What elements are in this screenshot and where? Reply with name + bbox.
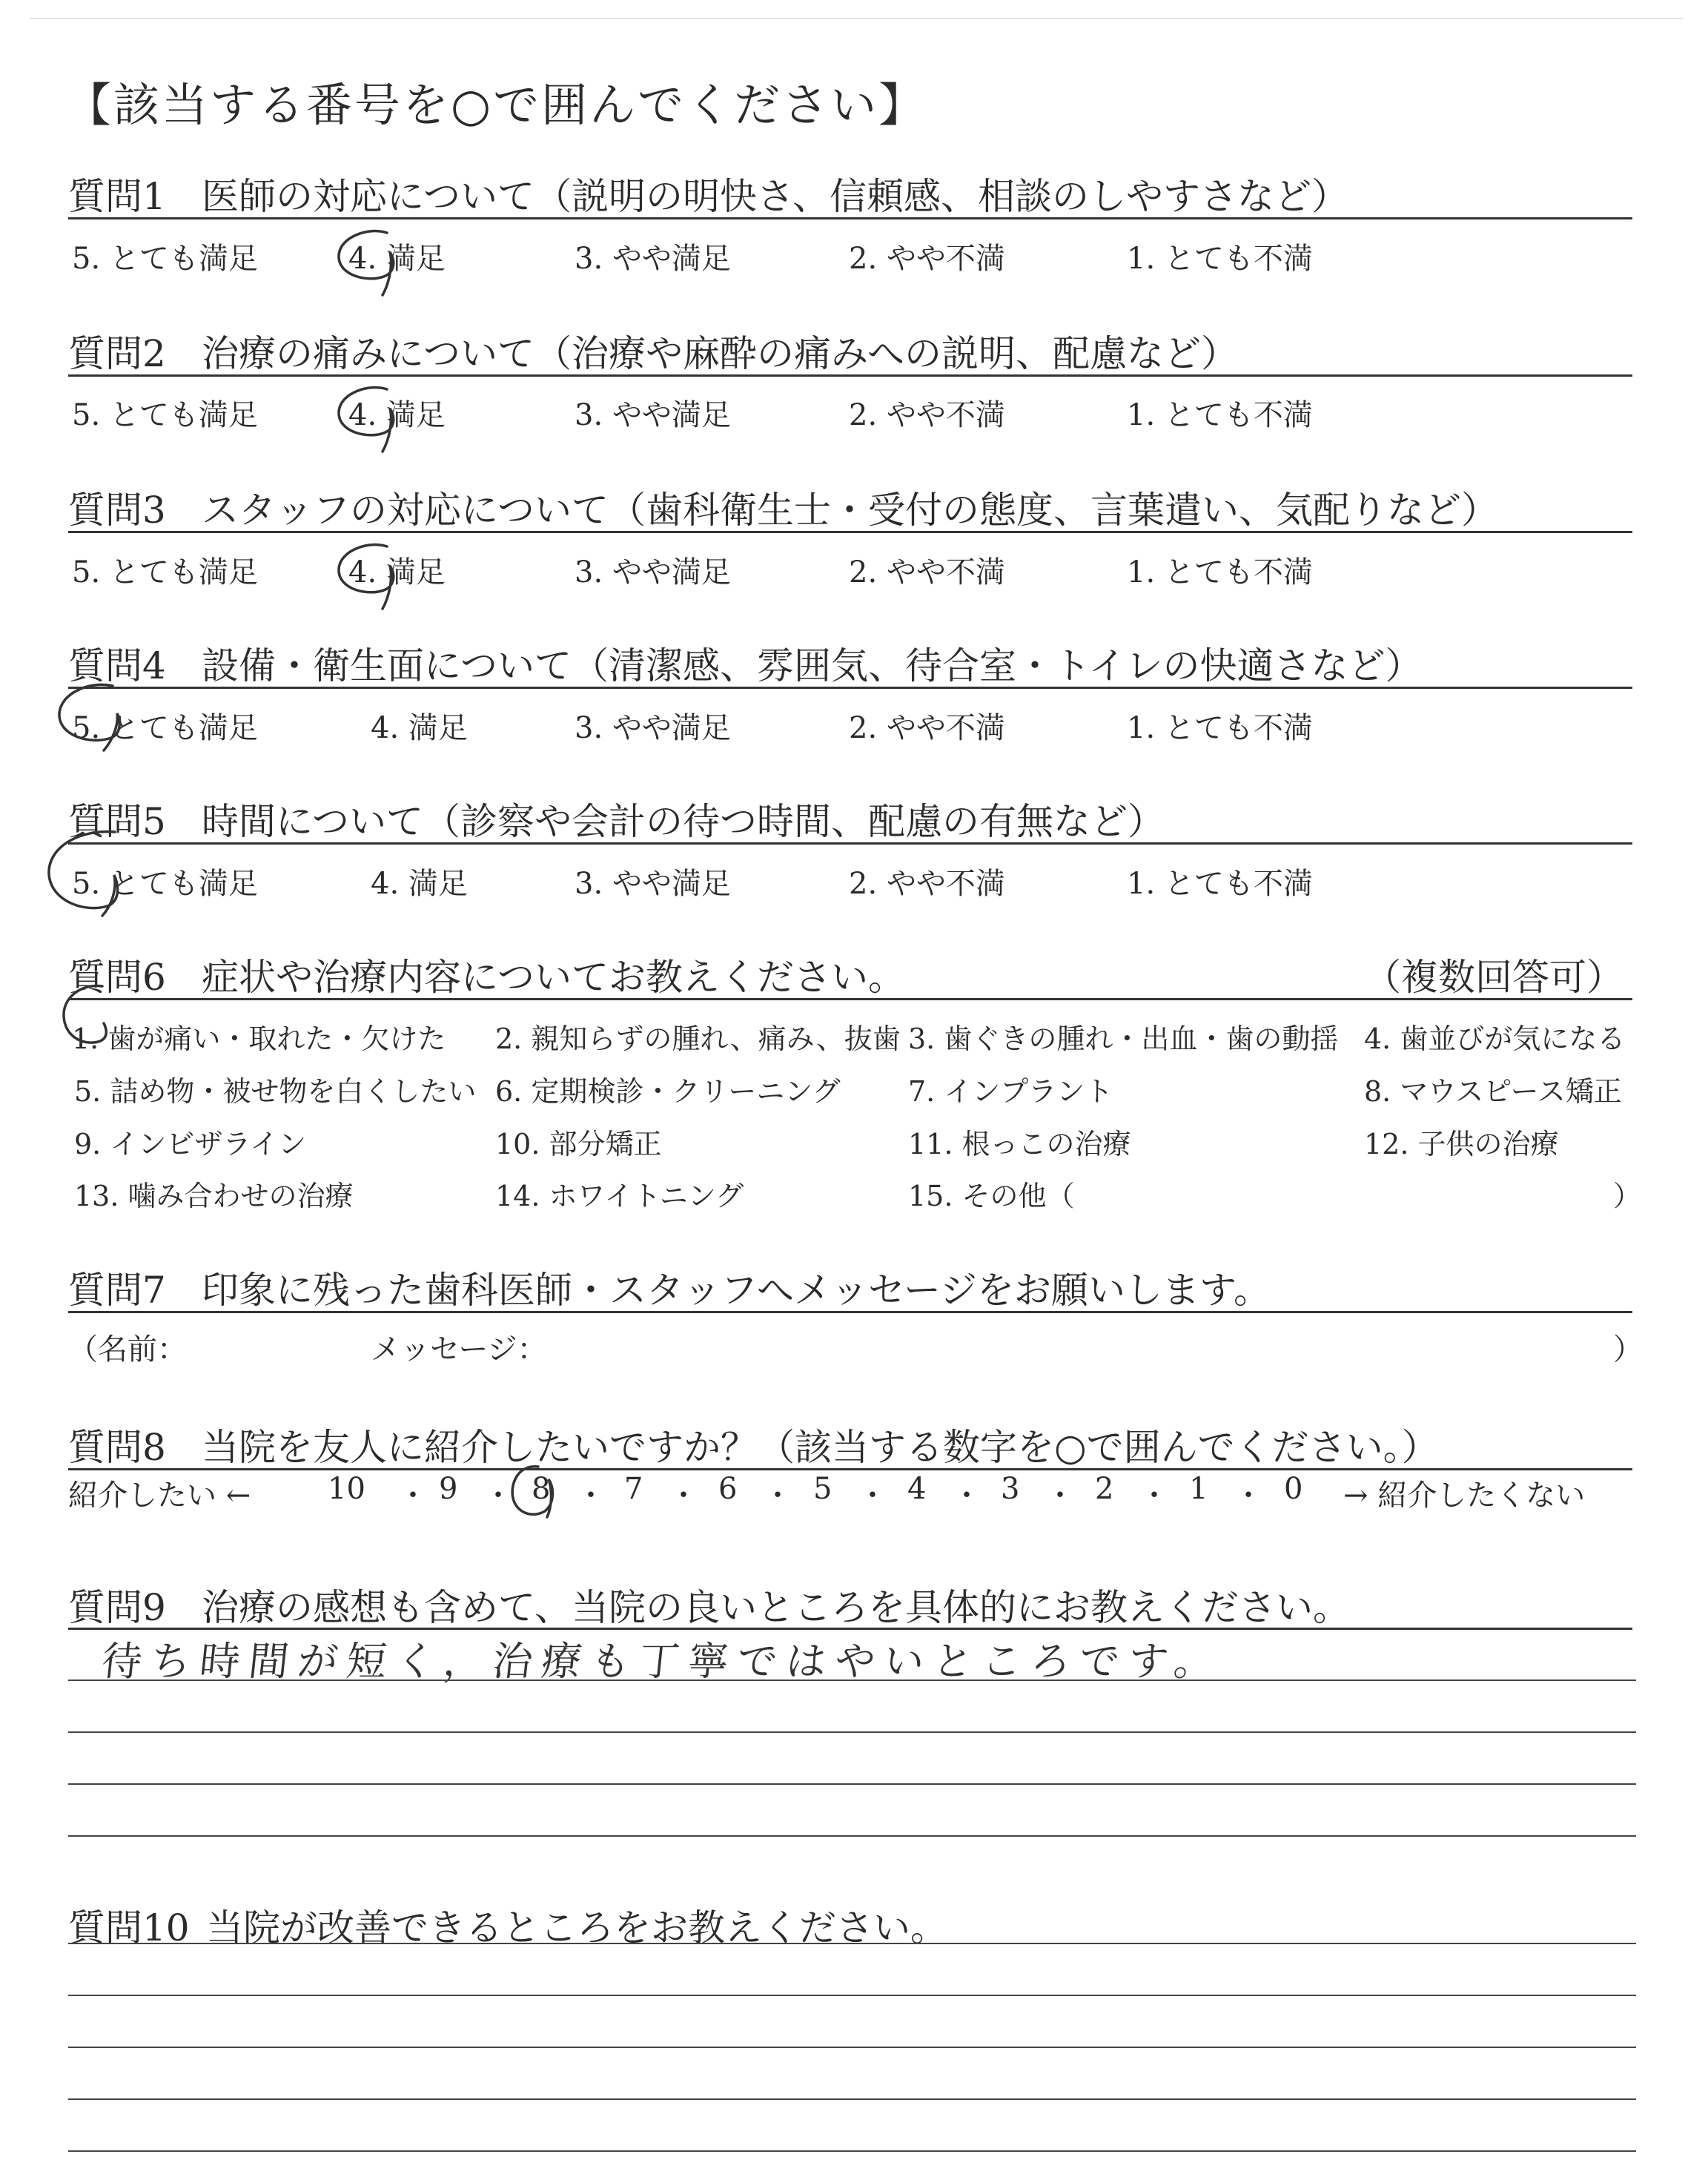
scale-value-4[interactable]: 4: [907, 1472, 927, 1506]
symptom-option-9[interactable]: 9. インビザライン: [74, 1128, 307, 1160]
scale-separator: ・: [1045, 1479, 1075, 1513]
scale-value-10[interactable]: 10: [328, 1472, 365, 1506]
other-close-paren: ）: [1613, 1180, 1642, 1212]
question-number: 質問6: [68, 956, 166, 999]
question-number: 質問5: [68, 800, 166, 843]
question-number: 質問9: [68, 1586, 166, 1629]
recommend-left-label: 紹介したい ←: [68, 1479, 251, 1513]
symptom-option-3[interactable]: 3. 歯ぐきの腫れ・出血・歯の動揺: [908, 1023, 1339, 1055]
recommend-right-label: → 紹介したくない: [1343, 1479, 1586, 1513]
rating-option-2[interactable]: 2. やや不満: [849, 867, 1005, 901]
question-rule: [68, 531, 1632, 533]
symptom-option-12[interactable]: 12. 子供の治療: [1364, 1128, 1559, 1160]
symptom-option-8[interactable]: 8. マウスピース矯正: [1364, 1075, 1622, 1108]
question-5: [68, 792, 1165, 845]
question-number: 質問8: [68, 1426, 166, 1469]
answer-line: [68, 1835, 1636, 1837]
scale-value-1[interactable]: 1: [1189, 1472, 1208, 1506]
question-rule: [68, 687, 1632, 689]
scale-separator: ・: [763, 1479, 792, 1513]
answer-line: [68, 1680, 1636, 1681]
question-text: スタッフの対応について（歯科衛生士・受付の態度、言葉遣い、気配りなど）: [202, 489, 1498, 532]
rating-option-5[interactable]: 5. とても満足: [72, 711, 258, 745]
answer-line: [68, 2150, 1636, 2152]
message-label: メッセージ：: [371, 1332, 547, 1367]
name-label: （名前：: [68, 1332, 187, 1367]
question-3: [68, 480, 1498, 534]
question-7: [68, 1261, 1271, 1314]
question-text: 症状や治療内容についてお教えください。: [202, 956, 905, 999]
symptom-option-11[interactable]: 11. 根っこの治療: [908, 1128, 1131, 1160]
answer-line: [68, 2047, 1636, 2048]
answer-line: [68, 1943, 1636, 1944]
rating-option-5[interactable]: 5. とても満足: [72, 242, 258, 276]
symptom-option-10[interactable]: 10. 部分矯正: [495, 1128, 662, 1160]
scale-separator: ・: [576, 1479, 606, 1513]
scale-value-9[interactable]: 9: [439, 1472, 458, 1506]
question-6: [68, 948, 905, 1001]
rating-option-3[interactable]: 3. やや満足: [575, 711, 731, 745]
rating-option-2[interactable]: 2. やや不満: [849, 398, 1005, 432]
question-text: 医師の対応について（説明の明快さ、信頼感、相談のしやすさなど）: [202, 175, 1348, 218]
symptom-option-14[interactable]: 14. ホワイトニング: [495, 1180, 744, 1212]
handwritten-answer-q9[interactable]: 待ち時間が短く，治療も丁寧ではやいところです。: [99, 1638, 1225, 1685]
question-text: 当院が改善できるところをお教えください。: [206, 1906, 947, 1949]
scale-value-5[interactable]: 5: [813, 1472, 833, 1506]
rating-option-5[interactable]: 5. とても満足: [72, 867, 258, 901]
scale-separator: ・: [1139, 1479, 1169, 1513]
rating-option-4[interactable]: 4. 満足: [348, 242, 446, 276]
question-text: 時間について（診察や会計の待つ時間、配慮の有無など）: [202, 800, 1165, 843]
rating-option-1[interactable]: 1. とても不満: [1127, 711, 1313, 745]
question-number: 質問1: [68, 175, 166, 218]
page-title: 【該当する番号を○で囲んでください】: [65, 78, 927, 132]
question-number: 質問10: [68, 1906, 190, 1949]
answer-line: [68, 1995, 1636, 1996]
symptom-option-13[interactable]: 13. 噛み合わせの治療: [74, 1180, 354, 1212]
question-text: 印象に残った歯科医師・スタッフへメッセージをお願いします。: [202, 1269, 1271, 1312]
scale-value-6[interactable]: 6: [718, 1472, 738, 1506]
rating-option-1[interactable]: 1. とても不満: [1127, 867, 1313, 901]
multiple-answer-note: （複数回答可）: [1364, 956, 1623, 999]
rating-option-4[interactable]: 4. 満足: [371, 867, 468, 901]
question-rule: [68, 374, 1632, 377]
rating-option-3[interactable]: 3. やや満足: [575, 398, 731, 432]
rating-option-1[interactable]: 1. とても不満: [1127, 242, 1313, 276]
symptom-option-1[interactable]: 1. 歯が痛い・取れた・欠けた: [72, 1023, 446, 1055]
question-4: [68, 636, 1423, 690]
question-rule: [68, 998, 1632, 1000]
question-2: [68, 324, 1238, 377]
scale-separator: ・: [669, 1479, 698, 1513]
answer-line: [68, 2098, 1636, 2100]
symptom-option-7[interactable]: 7. インプラント: [908, 1075, 1113, 1108]
rating-option-2[interactable]: 2. やや不満: [849, 242, 1005, 276]
rating-option-5[interactable]: 5. とても満足: [72, 555, 258, 589]
question-8: [68, 1418, 1439, 1471]
question-text: 治療の痛みについて（治療や麻酔の痛みへの説明、配慮など）: [202, 332, 1238, 375]
symptom-option-2[interactable]: 2. 親知らずの腫れ、痛み、抜歯: [495, 1023, 901, 1055]
rating-option-3[interactable]: 3. やや満足: [575, 555, 731, 589]
rating-option-4[interactable]: 4. 満足: [348, 398, 446, 432]
message-close-paren: ）: [1613, 1332, 1643, 1367]
question-1: [68, 167, 1348, 220]
rating-option-2[interactable]: 2. やや不満: [849, 711, 1005, 745]
scale-separator: ・: [398, 1479, 428, 1513]
rating-option-4[interactable]: 4. 満足: [348, 555, 446, 589]
question-number: 質問2: [68, 332, 166, 375]
rating-option-3[interactable]: 3. やや満足: [575, 242, 731, 276]
symptom-option-15[interactable]: 15. その他（: [908, 1180, 1075, 1212]
question-text: 当院を友人に紹介したいですか？（該当する数字を○で囲んでください。）: [202, 1426, 1439, 1469]
question-rule: [68, 842, 1632, 845]
symptom-option-6[interactable]: 6. 定期検診・クリーニング: [495, 1075, 841, 1108]
question-text: 治療の感想も含めて、当院の良いところを具体的にお教えください。: [202, 1586, 1350, 1629]
question-text: 設備・衛生面について（清潔感、雰囲気、待合室・トイレの快適さなど）: [202, 644, 1423, 687]
question-9: [68, 1578, 1350, 1631]
rating-option-4[interactable]: 4. 満足: [371, 711, 468, 745]
page-top-border: [30, 18, 1683, 19]
scale-value-0[interactable]: 0: [1284, 1472, 1303, 1506]
rating-option-1[interactable]: 1. とても不満: [1127, 398, 1313, 432]
scale-value-2[interactable]: 2: [1095, 1472, 1114, 1506]
scale-value-3[interactable]: 3: [1001, 1472, 1020, 1506]
answer-line: [68, 1731, 1636, 1733]
question-number: 質問4: [68, 644, 166, 687]
scale-value-7[interactable]: 7: [624, 1472, 643, 1506]
scale-separator: ・: [858, 1479, 887, 1513]
question-number: 質問7: [68, 1269, 166, 1312]
symptom-option-4[interactable]: 4. 歯並びが気になる: [1364, 1023, 1626, 1055]
scale-separator: ・: [483, 1479, 513, 1513]
symptom-option-5[interactable]: 5. 詰め物・被せ物を白くしたい: [74, 1075, 477, 1108]
question-rule: [68, 1468, 1632, 1470]
scale-value-8[interactable]: 8: [532, 1472, 551, 1506]
rating-option-3[interactable]: 3. やや満足: [575, 867, 731, 901]
question-rule: [68, 217, 1632, 219]
answer-line: [68, 1783, 1636, 1785]
scale-separator: ・: [952, 1479, 982, 1513]
scale-separator: ・: [1234, 1479, 1263, 1513]
question-number: 質問3: [68, 489, 166, 532]
rating-option-2[interactable]: 2. やや不満: [849, 555, 1005, 589]
rating-option-1[interactable]: 1. とても不満: [1127, 555, 1313, 589]
question-rule: [68, 1311, 1632, 1313]
rating-option-5[interactable]: 5. とても満足: [72, 398, 258, 432]
